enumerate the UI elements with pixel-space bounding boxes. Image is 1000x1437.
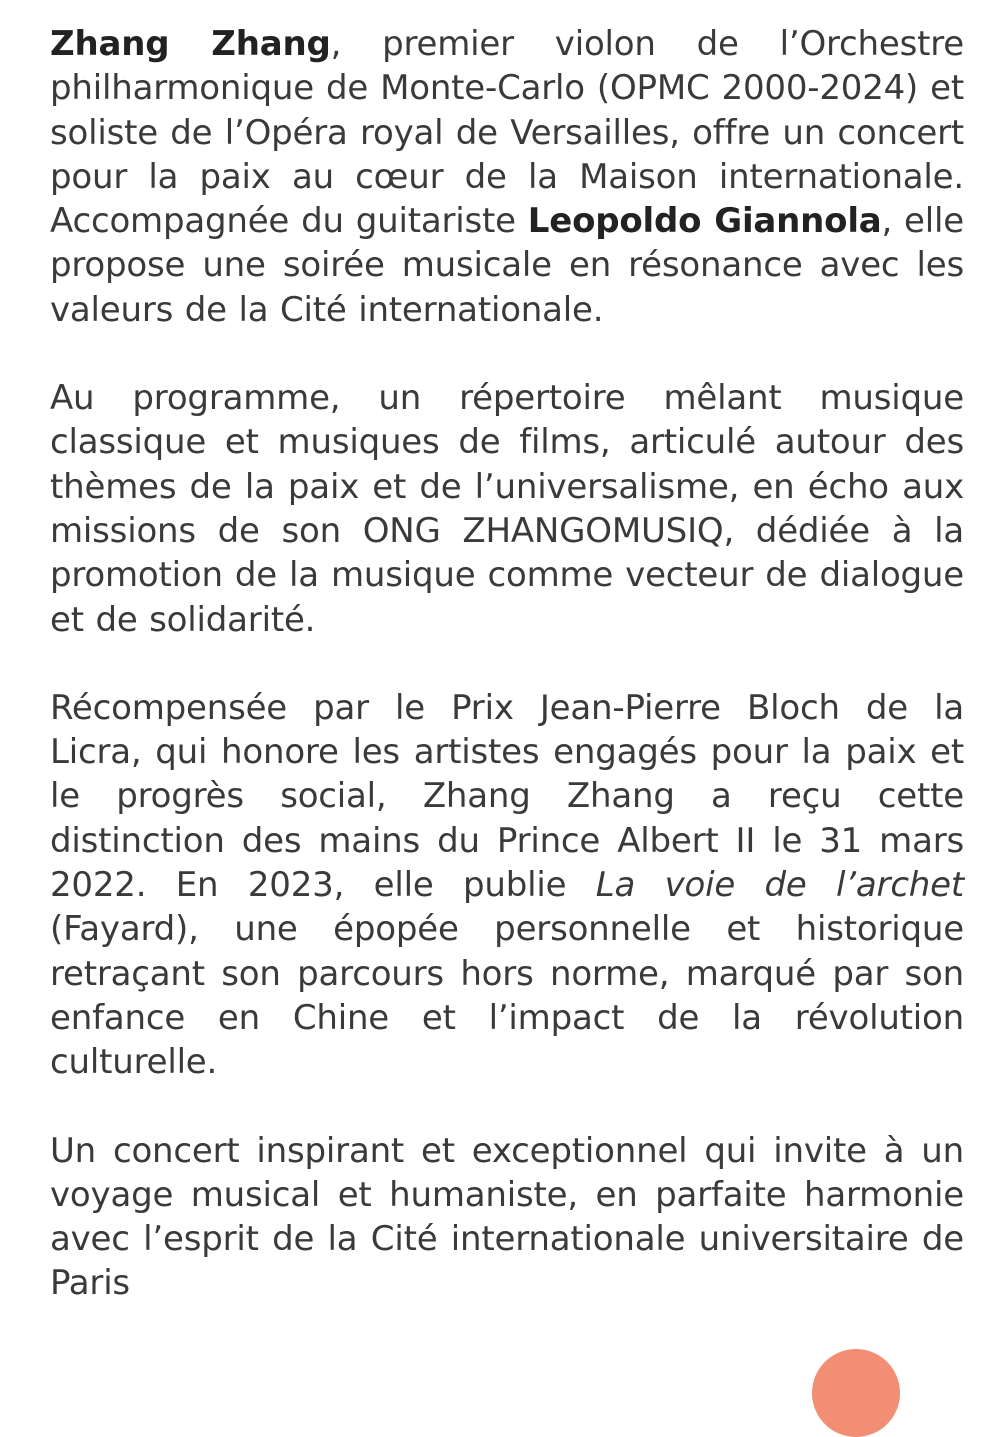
intro-text-1: , premier violon de l’Orchestre philharmonique de Monte-Carlo (OPMC 2000-2024) et soliste de l’Opéra royal de Versailles, offre un concert pour la paix au cœur de la Maison internationale. Accompagnée du guitariste bbox=[50, 24, 964, 242]
paragraph-program: Au programme, un répertoire mêlant musique classique et musiques de films, articulé autour des thèmes de la paix et de l’universalisme, en écho aux missions de son ONG ZHANGOMUSIQ, dédiée à la promotion de la musique comme vecteur de dialogue et de solidarité. bbox=[50, 378, 964, 640]
floating-action-button[interactable] bbox=[812, 1349, 900, 1437]
article-body bbox=[50, 22, 964, 1306]
awards-text-1: Récompensée par le Prix Jean-Pierre Bloch de la Licra, qui honore les artistes engagés pour la paix et le progrès social, Zhang Zhang a reçu cette distinction des mains du Prince Albert II le 31 mars 2022. En 2023, elle publie bbox=[50, 687, 964, 906]
awards-text-2: (Fayard), une épopée personnelle et historique retraçant son parcours hors norme, marqué par son enfance en Chine et l’impact de la révolution culturelle. bbox=[50, 909, 964, 1083]
intro-text-2: , elle propose une soirée musicale en résonance avec les valeurs de la Cité internationale. bbox=[50, 201, 964, 330]
paragraph-intro bbox=[50, 22, 964, 332]
book-title: La voie de l’archet bbox=[595, 865, 965, 906]
artist-name: Zhang Zhang bbox=[50, 24, 331, 64]
paragraph-conclusion: Un concert inspirant et exceptionnel qui invite à un voyage musical et humaniste, en parfaite harmonie avec l’esprit de la Cité internationale universitaire de Paris bbox=[50, 1130, 964, 1304]
paragraph-awards bbox=[50, 686, 964, 1085]
guitarist-name: Leopoldo Giannola bbox=[527, 201, 882, 242]
